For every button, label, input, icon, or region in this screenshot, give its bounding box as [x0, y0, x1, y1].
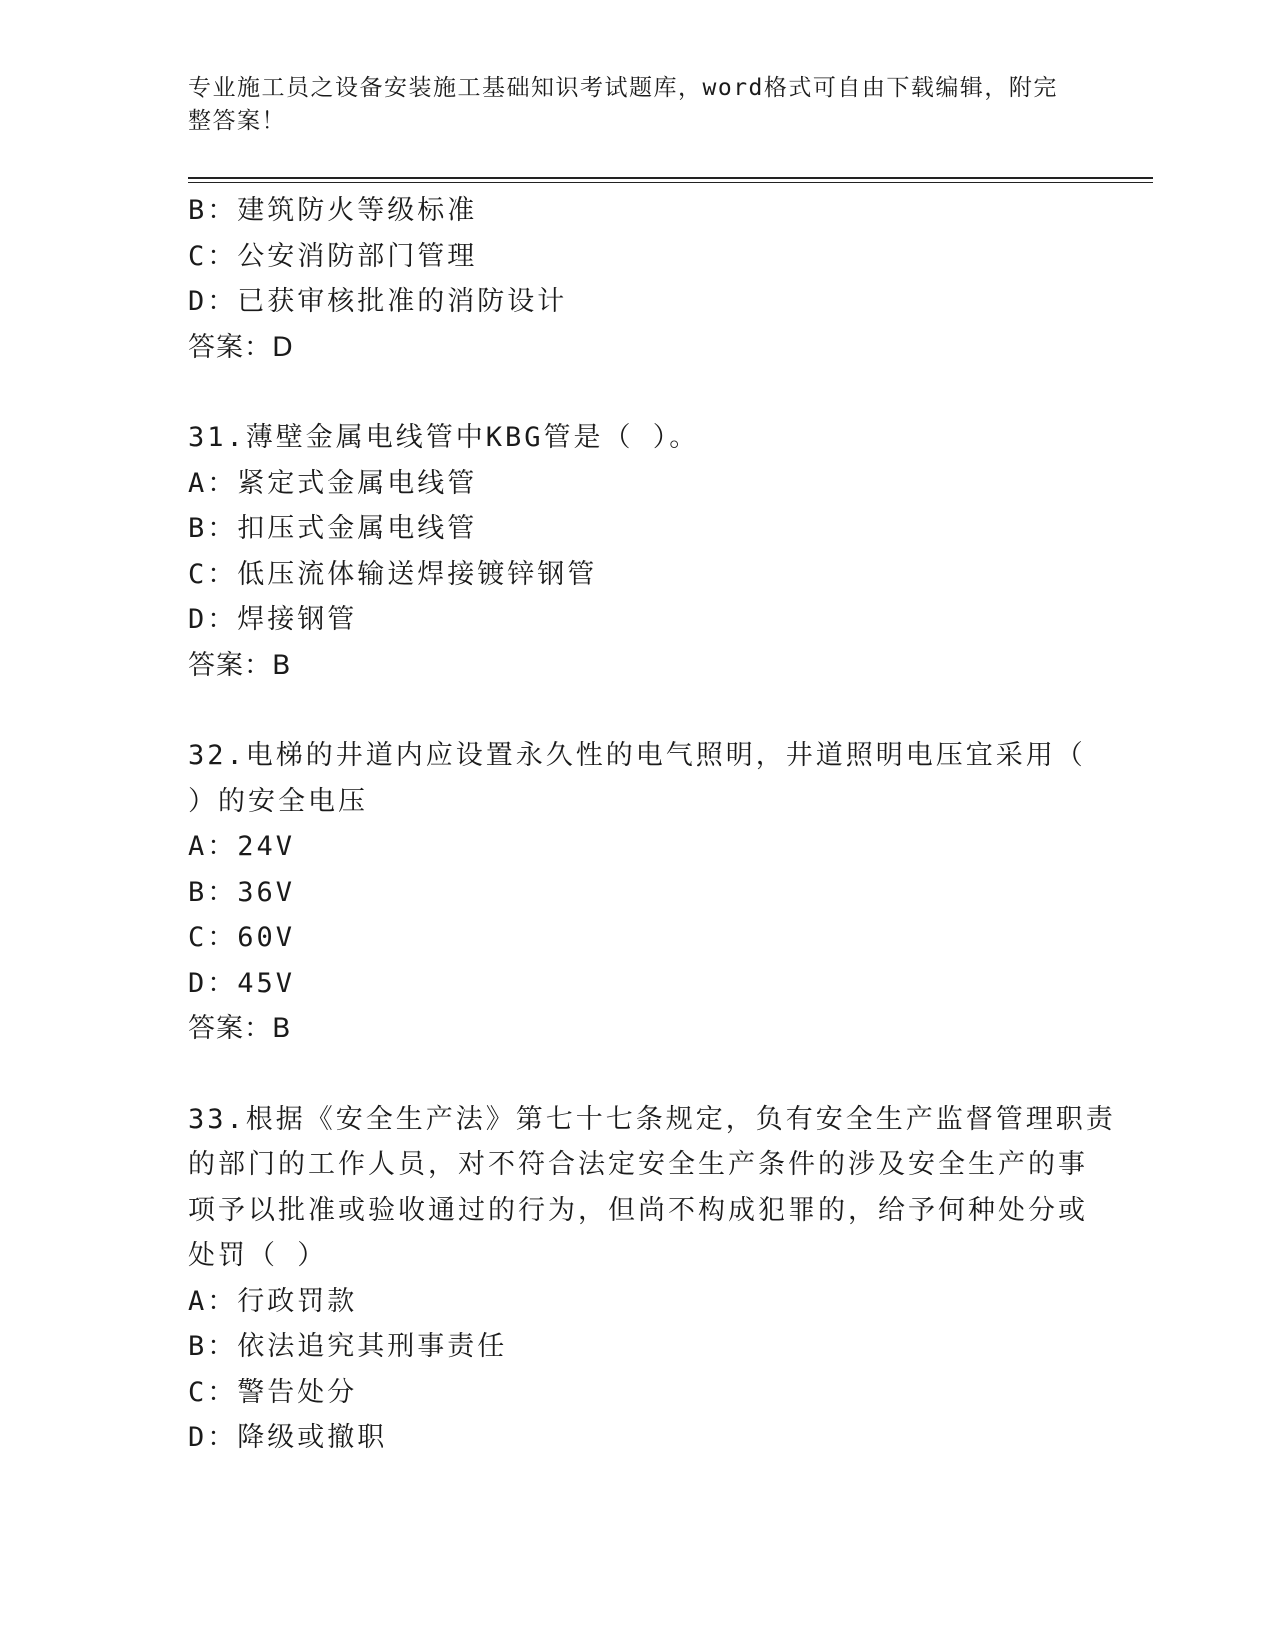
header-line-1: 专业施工员之设备安装施工基础知识考试题库，word格式可自由下载编辑，附完 [188, 75, 1058, 101]
q33-question-line-4: 处罚（ ） [188, 1240, 328, 1271]
q33-option-b: B：依法追究其刑事责任 [188, 1331, 508, 1362]
question-32 [188, 733, 1088, 1052]
q33-question-line-3: 项予以批准或验收通过的行为，但尚不构成犯罪的，给予何种处分或 [188, 1194, 1088, 1226]
q32-question-line-1: 32.电梯的井道内应设置永久性的电气照明，井道照明电压宜采用（ [188, 740, 1086, 771]
q31-question: 31.薄壁金属电线管中KBG管是（ ）。 [188, 422, 700, 453]
q30-option-b: B：建筑防火等级标准 [188, 195, 478, 226]
header-rule-thick [188, 177, 1153, 179]
q33-question-line-1: 33.根据《安全生产法》第七十七条规定，负有安全生产监督管理职责 [188, 1103, 1116, 1135]
q32-option-a: A：24V [188, 831, 296, 862]
q31-option-a: A：紧定式金属电线管 [188, 467, 478, 499]
q33-option-c: C：警告处分 [188, 1376, 358, 1408]
q31-option-d: D：焊接钢管 [188, 604, 358, 635]
q32-option-c: C：60V [188, 922, 296, 953]
question-31 [188, 415, 1088, 688]
spacer [188, 370, 1088, 415]
document-header [188, 72, 1068, 138]
header-rule-thin [188, 182, 1153, 183]
q30-option-d: D：已获审核批准的消防设计 [188, 286, 568, 317]
q32-answer: 答案：B [188, 1013, 292, 1044]
q33-question-line-2: 的部门的工作人员，对不符合法定安全生产条件的涉及安全生产的事 [188, 1149, 1088, 1180]
q33-option-a: A：行政罚款 [188, 1285, 358, 1317]
spacer [188, 688, 1088, 733]
question-list [188, 188, 1116, 1461]
q32-question-line-2: ）的安全电压 [188, 785, 368, 817]
q32-option-d: D：45V [188, 967, 296, 999]
question-30 [188, 188, 1088, 370]
q31-option-c: C：低压流体输送焊接镀锌钢管 [188, 558, 598, 590]
q31-answer: 答案：B [188, 649, 292, 681]
q30-answer: 答案：D [188, 331, 294, 363]
q32-option-b: B：36V [188, 876, 296, 908]
question-33 [188, 1097, 1116, 1461]
q33-option-d: D：降级或撤职 [188, 1422, 388, 1453]
spacer [188, 1052, 1088, 1097]
q31-option-b: B：扣压式金属电线管 [188, 513, 478, 544]
header-line-2: 整答案！ [188, 108, 286, 134]
q30-option-c: C：公安消防部门管理 [188, 240, 478, 272]
